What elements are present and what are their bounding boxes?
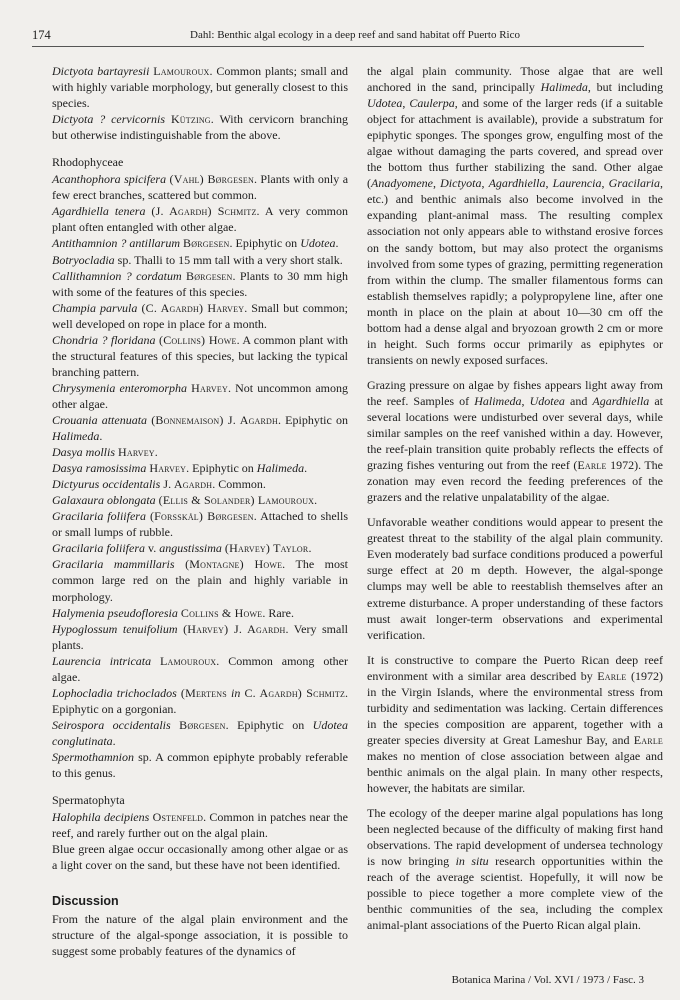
species-authority: (Harvey) Taylor	[224, 541, 309, 556]
right-column	[367, 63, 663, 942]
species-note: . Epiphytic on	[186, 461, 257, 476]
species-authority: (Ellis & Solander) Lamouroux	[158, 493, 315, 508]
species-note: . Very small plants.	[52, 621, 348, 652]
species-name: Gracilaria mammillaris	[52, 557, 175, 572]
paragraph-ecology	[367, 805, 663, 933]
species-authority: Harvey	[118, 445, 155, 460]
species-authority: (Forsskål) Børgesen	[149, 509, 254, 524]
text-run: (1972) in the Virgin Islands, where the environmental stress from turbidity and sedimentation was lacking. Certain differences in the species composition are apparent, together with a greater species diversity at Great Lameshur Bay, and	[367, 668, 663, 747]
section-heading-spermatophyta: Spermatophyta	[52, 793, 125, 808]
species-authority: Collins & Howe	[180, 605, 263, 620]
species-entry	[52, 300, 348, 332]
species-name: Halymenia pseudofloresia	[52, 605, 178, 620]
species-authority: (J. Agardh) Schmitz	[151, 204, 257, 219]
species-entry	[52, 203, 348, 235]
text-run: ,	[432, 176, 441, 191]
species-entry	[52, 268, 348, 300]
genus-name: Anadyomene	[371, 176, 433, 191]
species-note: . A common plant with the structural features of this species, but lacking the typical branching pattern.	[52, 332, 348, 379]
paragraph-weather: Unfavorable weather conditions would appear to present the greatest threat to the stability of the algal plain community. Even moderately bad surface conditions produced a powerful surge effect at 20 m depth. However, the algal-sponge clumps may well be able to reestablish themselves after an extreme disturbance. A proper understanding of these factors must await longer-term observations and experimental verification.	[367, 515, 663, 642]
genus-name: Laurencia	[552, 176, 602, 191]
species-entry	[52, 444, 348, 460]
species-note: . Common plants; small and with highly variable morphology, but generally closest to this species.	[52, 64, 348, 111]
text-run: ,	[545, 176, 553, 191]
text-run: 1972). The zonation may even record the feeding preferences of the grazers and the relative unpalatability of the algae.	[367, 458, 663, 505]
species-authority: J. Agardh	[163, 477, 213, 492]
text-run: It is constructive to compare the Puerto Rican deep reef environment with a similar area described by	[367, 652, 663, 683]
species-note-end: .	[304, 461, 308, 476]
species-authority: Lamouroux	[160, 653, 217, 668]
species-entry	[52, 605, 348, 621]
species-entry	[52, 540, 348, 556]
species-name: Halophila decipiens	[52, 810, 150, 825]
page-number: 174	[32, 28, 51, 42]
species-note: . Common among other algae.	[52, 653, 348, 684]
blue-green-note: Blue green algae occur occasionally among other algae or as a light cover on the sand, but these have not been identified.	[52, 842, 348, 873]
text-run: ,	[402, 96, 410, 111]
text-run: the algal plain community. Those algae that are well anchored in the sand, principally	[367, 64, 663, 95]
citation-author: Earle	[633, 732, 663, 747]
discussion-paragraph: From the nature of the algal plain environment and the structure of the algal-sponge association, it is possible to suggest some probably features of the dynamics of	[52, 912, 348, 959]
running-head: Dahl: Benthic algal ecology in a deep reef and sand habitat off Puerto Rico	[190, 29, 520, 41]
host-name: Halimeda	[52, 429, 100, 444]
genus-name: Agardhiella	[592, 393, 650, 408]
species-note-end: .	[308, 541, 312, 556]
species-note: . Rare.	[262, 605, 294, 620]
species-name: Hypoglossum tenuifolium	[52, 621, 178, 636]
species-name: Gracilaria foliifera	[52, 509, 146, 524]
authority-in: in	[231, 685, 241, 700]
species-authority: (Mertens	[180, 685, 227, 700]
species-name: Antithamnion ? antillarum	[52, 236, 181, 251]
discussion-heading: Discussion	[52, 894, 119, 909]
host-name: Halimeda	[256, 461, 305, 476]
species-name: Agardhiella tenera	[52, 204, 146, 219]
species-note: .	[314, 493, 318, 508]
genus-name: Dictyota	[440, 176, 482, 191]
citation-author: Earle	[577, 458, 607, 473]
species-authority: Kützing	[170, 112, 211, 127]
text-run: , etc.) and benthic animals also become involved in the expanding plant-animal mass. The resulting complex association not only appears able to withstand erosive forces on the sandy bottom, but may also protect the organisms involved from some types of grazing, permitting regeneration from within the clump. The smaller filamentous forms can establish themselves rapidly; a polypropylene line, after one month in place on the plain at about 10—30 cm off the bottom had a dense algal and bryozoan growth 2 cm or more in height. Such forms occur primarily as epiphytes or transients on newly exposed surfaces.	[367, 176, 663, 367]
species-entry	[52, 508, 348, 540]
species-entry	[52, 332, 348, 380]
species-name: Chrysymenia enteromorpha	[52, 380, 188, 395]
species-entry	[52, 749, 348, 781]
species-note: . Epiphytic on	[229, 236, 301, 251]
species-note: . Epiphytic on a gorgonian.	[52, 685, 349, 716]
species-note: sp. Thalli to 15 mm tall with a very short stalk.	[114, 252, 343, 267]
species-name: Champia parvula	[52, 300, 138, 315]
species-name: Botryocladia	[52, 252, 115, 267]
species-authority-2: C. Agardh) Schmitz	[244, 685, 346, 700]
species-note-end: .	[335, 236, 339, 251]
species-note: . A very common plant often entangled with other algae.	[52, 204, 349, 235]
species-entry	[52, 63, 348, 111]
left-column	[52, 63, 348, 959]
species-authority: (Bonnemaison) J. Agardh	[151, 412, 279, 427]
in-situ: in situ	[455, 854, 489, 869]
species-authority: Harvey	[149, 461, 187, 476]
species-authority: (Montagne) Howe	[185, 557, 283, 572]
species-note-end: .	[99, 429, 103, 444]
species-note: . Common.	[212, 477, 266, 492]
species-name: Galaxaura oblongata	[52, 493, 156, 508]
species-entry	[52, 621, 348, 653]
species-note: . Small but common; well developed on rope in place for a month.	[52, 300, 348, 331]
species-entry	[52, 556, 348, 604]
species-note: . The most common large red on the plain and highly variable in morphology.	[52, 557, 349, 604]
text-run: , but including	[587, 80, 663, 95]
species-name: Dasya ramosissima	[52, 461, 147, 476]
species-name: Seirospora occidentalis	[52, 717, 171, 732]
species-entry	[52, 685, 348, 717]
species-note: . Plants with only a few erect branches, scattered but common.	[52, 172, 349, 203]
species-authority: Lamouroux	[153, 64, 210, 78]
species-name: Gracilaria foliifera	[52, 541, 145, 556]
species-note: . Epiphytic on	[278, 412, 348, 427]
species-note: . Epiphytic on	[225, 717, 313, 732]
paragraph-algal-plain	[367, 63, 663, 368]
species-name: Spermothamnion	[52, 749, 134, 764]
species-name: Dictyurus occidentalis	[52, 477, 161, 492]
species-note: . Plants to 30 mm high with some of the features of this species.	[52, 268, 348, 299]
text-run: makes no mention of close association between algae and benthic animals on the algal plain. In many other respects, however, the habitats are similar.	[367, 748, 663, 796]
species-entry	[52, 252, 348, 268]
species-name: Chondria ? floridana	[52, 332, 156, 347]
genus-name: Udotea	[529, 393, 565, 408]
species-note-end: .	[112, 733, 116, 748]
species-authority: Harvey	[191, 380, 228, 395]
text-run: ,	[601, 176, 609, 191]
text-run: research opportunities within the reach of the average scientist. Hopefully, it will now be possible to piece together a more complete view of the benthic communities of the sea, including the complex animal-plant associations of the Puerto Rican algal plain.	[367, 854, 663, 933]
species-entry	[52, 717, 348, 749]
text-run: Grazing pressure on algae by fishes appears light away from the reef. Samples of	[367, 377, 663, 408]
text-run: ,	[521, 393, 530, 408]
species-authority: (Vahl) Børgesen	[169, 172, 254, 187]
species-name: Acanthophora spicifera	[52, 172, 167, 187]
journal-footer: Botanica Marina / Vol. XVI / 1973 / Fasc. 3	[451, 974, 644, 986]
species-authority: Børgesen	[179, 717, 226, 732]
species-note: . With cervicorn branching but otherwise indistinguishable from the above.	[52, 112, 348, 143]
species-name: Crouania attenuata	[52, 412, 148, 427]
species-entry	[52, 111, 348, 143]
variety-name: angustissima	[159, 541, 222, 556]
text-run: and	[564, 393, 593, 408]
genus-name: Agardhiella	[488, 176, 546, 191]
citation-author: Earle	[597, 668, 627, 683]
text-run: at several locations were undisturbed over several days, while similar samples on the reef vanished within a day. However, the reef-plain transition quite probably reflects the effects of grazing fishes venturing out from the reef (	[367, 393, 664, 473]
species-entry	[52, 653, 348, 685]
species-name: Callithamnion ? cordatum	[52, 268, 182, 283]
genus-name: Udotea	[367, 96, 403, 111]
text-run: The ecology of the deeper marine algal populations has long been neglected because of the difficulty of making first hand observations. The rapid development of undersea technology is now bringing	[367, 806, 663, 869]
species-entry	[52, 476, 348, 492]
genus-name: Halimeda	[474, 393, 522, 408]
genus-name: Halimeda	[540, 80, 588, 95]
section-heading-rhodophyceae: Rhodophyceae	[52, 155, 124, 170]
genus-name: Caulerpa	[409, 96, 455, 111]
species-authority: (Collins) Howe	[159, 332, 237, 347]
species-note: .	[154, 445, 158, 460]
page-header	[32, 24, 644, 47]
species-entry	[52, 235, 348, 251]
species-authority: (C. Agardh) Harvey	[141, 300, 245, 315]
species-authority: Børgesen	[186, 268, 233, 283]
species-note: sp. A common epiphyte probably referable to this genus.	[52, 749, 348, 781]
species-note: . Not uncommon among other algae.	[52, 380, 349, 411]
species-entry	[52, 171, 348, 203]
species-authority: Børgesen	[183, 236, 230, 251]
text-run: ,	[481, 176, 489, 191]
species-name: Lophocladia trichoclados	[52, 685, 177, 700]
species-name: Dasya mollis	[52, 445, 115, 460]
host-name: Udotea	[300, 236, 336, 251]
genus-name: Gracilaria	[608, 176, 660, 191]
species-entry	[52, 492, 348, 508]
variety-marker: v.	[145, 541, 160, 556]
species-name: Laurencia intricata	[52, 653, 152, 668]
text-run: , and some of the larger reds (if a suitable object for attachment is available), provide a substratum for epiphytic sponges. The sponges grow, engulfing most of the algae without damaging the parts covered, and spread over the bottom thus further stabilizing the sand. Other algae (	[367, 96, 663, 191]
species-entry	[52, 380, 348, 412]
species-name: Dictyota ? cervicornis	[52, 112, 166, 127]
species-entry	[52, 412, 348, 444]
paragraph-comparison	[367, 652, 663, 796]
species-note: . Common in patches near the reef, and rarely further out on the algal plain.	[52, 810, 349, 841]
species-entry	[52, 809, 348, 841]
host-name: Udotea conglutinata	[52, 717, 348, 748]
species-authority: Ostenfeld	[152, 810, 204, 825]
species-authority: (Harvey) J. Agardh	[183, 621, 286, 636]
paragraph-grazing	[367, 377, 663, 505]
species-entry	[52, 460, 348, 476]
species-note: . Attached to shells or small lumps of rubble.	[52, 509, 349, 540]
species-name: Dictyota bartayresii	[52, 64, 150, 78]
